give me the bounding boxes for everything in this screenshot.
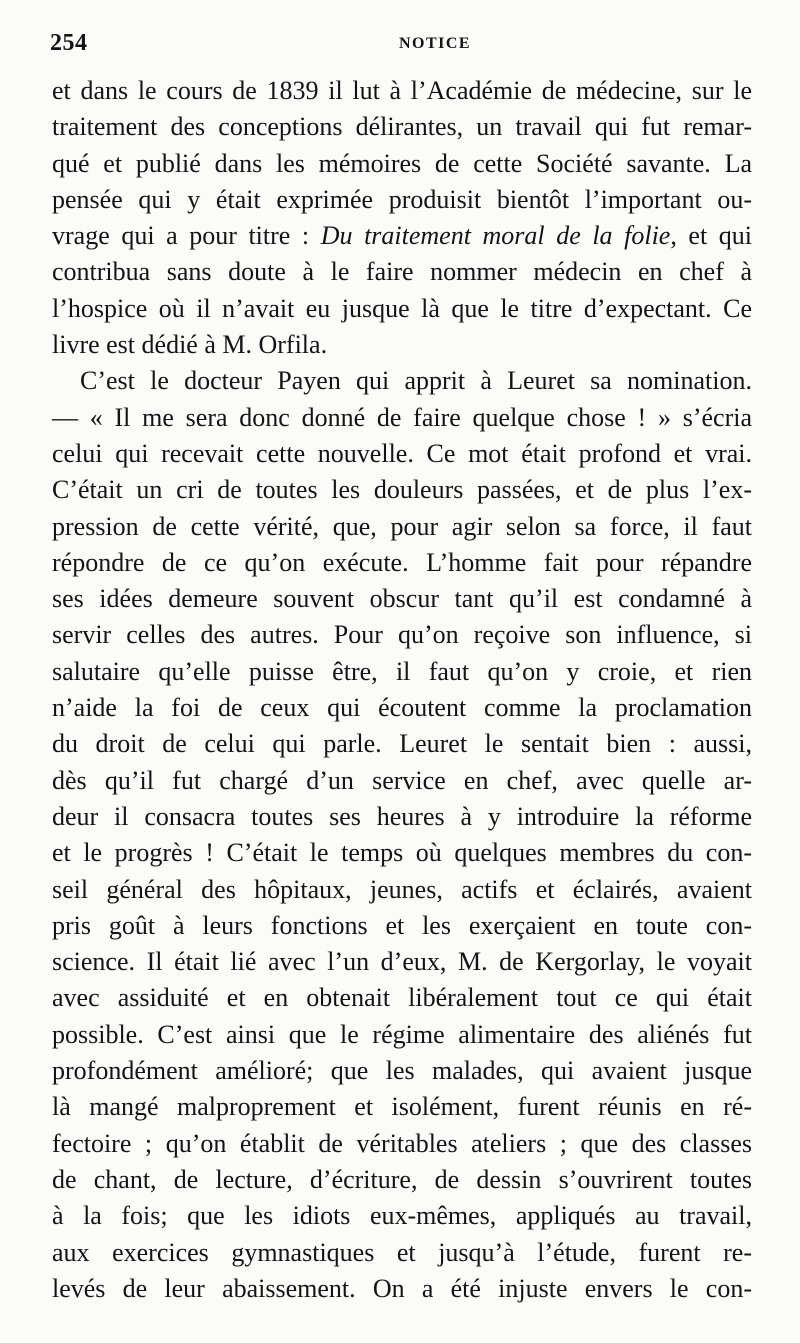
text-line-with-title — [52, 218, 752, 254]
text-line: n’aide la foi de ceux qui écoutent comme la proclamation — [52, 693, 752, 723]
text-line: pris goût à leurs fonctions et les exerçaient en toute con- — [52, 910, 752, 940]
text-line: et le progrès ! C’était le temps où quelques membres du con- — [52, 838, 752, 868]
text-line: du droit de celui qui parle. Leuret le sentait bien : aussi, — [52, 729, 752, 759]
text-line: de chant, de lecture, d’écriture, de dessin s’ouvrirent toutes — [52, 1164, 752, 1194]
text-line: science. Il était lié avec l’un d’eux, M. de Kergorlay, le voyait — [52, 947, 752, 977]
text-fragment: vrage qui a pour titre : — [52, 221, 321, 251]
text-fragment: , et qui — [670, 221, 752, 251]
text-line: profondément amélioré; que les malades, qui avaient jusque — [52, 1056, 752, 1086]
text-line: pensée qui y était exprimée produisit bientôt l’important ou- — [52, 184, 752, 214]
text-line: levés de leur abaissement. On a été injuste envers le con- — [52, 1273, 752, 1303]
page-number: 254 — [50, 30, 88, 56]
page-header — [50, 30, 760, 64]
text-line: livre est dédié à M. Orfila. — [52, 330, 328, 360]
text-line: pression de cette vérité, que, pour agir selon sa force, il faut — [52, 511, 752, 541]
text-line: aux exercices gymnastiques et jusqu’à l’étude, furent re- — [52, 1237, 752, 1267]
text-line: dès qu’il fut chargé d’un service en chef, avec quelle ar- — [52, 765, 752, 795]
text-line: avec assiduité et en obtenait libéralement tout ce qui était — [52, 983, 752, 1013]
text-line: l’hospice où il n’avait eu jusque là que le titre d’expectant. Ce — [52, 293, 752, 323]
paragraph-start: C’est le docteur Payen qui apprit à Leuret sa nomination. — [80, 366, 752, 396]
text-line: servir celles des autres. Pour qu’on reçoive son influence, si — [52, 620, 752, 650]
running-head: NOTICE — [398, 35, 472, 52]
text-line: traitement des conceptions délirantes, un travail qui fut remar- — [52, 112, 752, 142]
text-line: celui qui recevait cette nouvelle. Ce mot était profond et vrai. — [52, 438, 752, 468]
text-line: fectoire ; qu’on établit de véritables ateliers ; que des classes — [52, 1128, 752, 1158]
text-line: là mangé malproprement et isolément, furent réunis en ré- — [52, 1092, 752, 1122]
text-line: contribua sans doute à le faire nommer médecin en chef à — [52, 257, 752, 287]
text-line: ses idées demeure souvent obscur tant qu’il est condamné à — [52, 584, 752, 614]
text-line: C’était un cri de toutes les douleurs passées, et de plus l’ex- — [52, 475, 752, 505]
text-line: salutaire qu’elle puisse être, il faut qu’on y croie, et rien — [52, 656, 752, 686]
body-text — [52, 73, 752, 1307]
text-line: qué et publié dans les mémoires de cette Société savante. La — [52, 148, 752, 178]
text-line: répondre de ce qu’on exécute. L’homme fait pour répandre — [52, 547, 752, 577]
book-title: Du traitement moral de la folie — [320, 221, 671, 251]
text-line: à la fois; que les idiots eux-mêmes, appliqués au travail, — [52, 1201, 752, 1231]
text-line: possible. C’est ainsi que le régime alimentaire des aliénés fut — [52, 1019, 752, 1049]
text-line: seil général des hôpitaux, jeunes, actifs et éclairés, avaient — [52, 874, 752, 904]
text-line: deur il consacra toutes ses heures à y introduire la réforme — [52, 801, 752, 831]
text-line: — « Il me sera donc donné de faire quelque chose ! » s’écria — [52, 402, 752, 432]
text-line: et dans le cours de 1839 il lut à l’Académie de médecine, sur le — [52, 76, 752, 105]
